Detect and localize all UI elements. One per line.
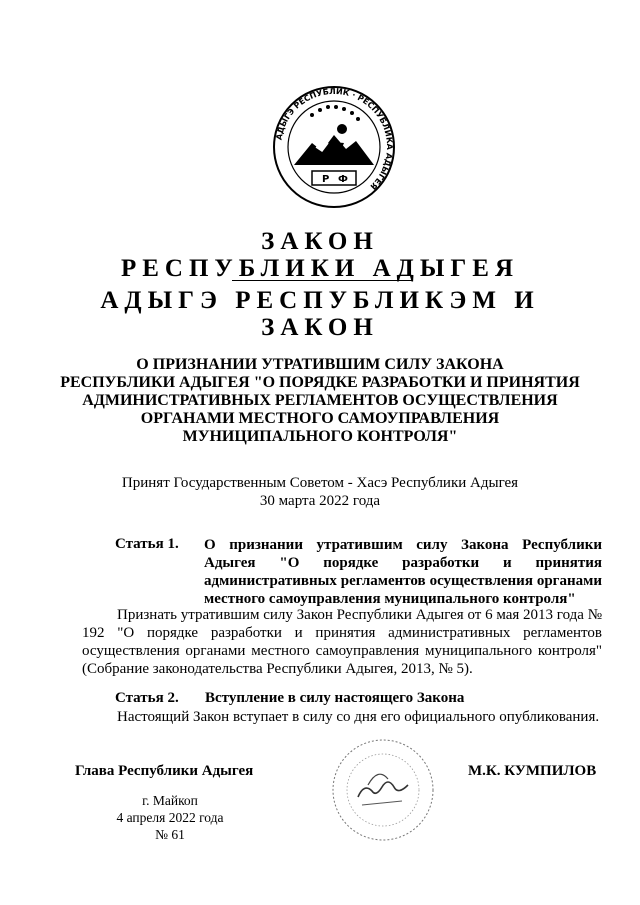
adoption-line: Принят Государственным Советом - Хасэ Республики Адыгея <box>121 475 519 491</box>
article-2-text: Настоящий Закон вступает в силу со дня его официального опубликования. <box>117 709 600 725</box>
republic-heading: РЕСПУБЛИКИ АДЫГЕЯ <box>120 255 520 282</box>
signatory-position: Глава Республики Адыгея <box>75 763 254 779</box>
article-2-title: Вступление в силу настоящего Закона <box>205 690 465 706</box>
law-title-line: ОРГАНАМИ МЕСТНОГО САМОУПРАВЛЕНИЯ <box>140 410 500 427</box>
adoption-date: 30 марта 2022 года <box>259 493 381 509</box>
signatory-name: М.К. КУМПИЛОВ <box>468 763 597 779</box>
adyghe-heading: АДЫГЭ РЕСПУБЛИКЭМ И <box>100 287 540 314</box>
issue-date: 4 апреля 2022 года <box>116 810 224 825</box>
emblem-seal <box>272 85 396 209</box>
issue-city: г. Майкоп <box>142 793 198 808</box>
article-1-label: Статья 1. <box>115 536 179 552</box>
law-title-line: МУНИЦИПАЛЬНОГО КОНТРОЛЯ" <box>182 428 458 445</box>
header-divider <box>232 280 412 281</box>
law-title-line: РЕСПУБЛИКИ АДЫГЕЯ "О ПОРЯДКЕ РАЗРАБОТКИ И ПРИНЯТИЯ <box>60 374 580 391</box>
article-2-label: Статья 2. <box>115 690 179 706</box>
adoption-info <box>0 474 640 510</box>
law-number: № 61 <box>155 827 185 842</box>
law-heading: ЗАКОН <box>261 228 379 255</box>
svg-text:Р: Р <box>322 174 330 185</box>
official-stamp <box>328 735 438 845</box>
svg-text:Ф: Ф <box>338 174 348 185</box>
article-1-title: О признании утратившим силу Закона Республики Адыгея "О порядке разработки и принятия административных регламентов осуществления органами местного самоуправления муниципального контроля" <box>204 537 602 607</box>
article-1-text: Признать утратившим силу Закон Республики Адыгея от 6 мая 2013 года № 192 "О порядке разработки и принятия административных регламентов осуществления органами местного самоуправления муниципального контроля" (Собрание законодательства Республики Адыгея, 2013, № 5). <box>82 607 602 677</box>
law-title <box>60 356 580 446</box>
law-title-line: АДМИНИСТРАТИВНЫХ РЕГЛАМЕНТОВ ОСУЩЕСТВЛЕНИЯ <box>82 392 558 409</box>
svg-text:АДЫГЭ РЕСПУБЛИК · РЕСПУБЛИКА А: АДЫГЭ РЕСПУБЛИК · РЕСПУБЛИКА АДЫГЕЯ <box>274 86 395 192</box>
law-heading-adyghe: ЗАКОН <box>261 314 379 341</box>
law-title-line: О ПРИЗНАНИИ УТРАТИВШИМ СИЛУ ЗАКОНА <box>136 356 504 373</box>
